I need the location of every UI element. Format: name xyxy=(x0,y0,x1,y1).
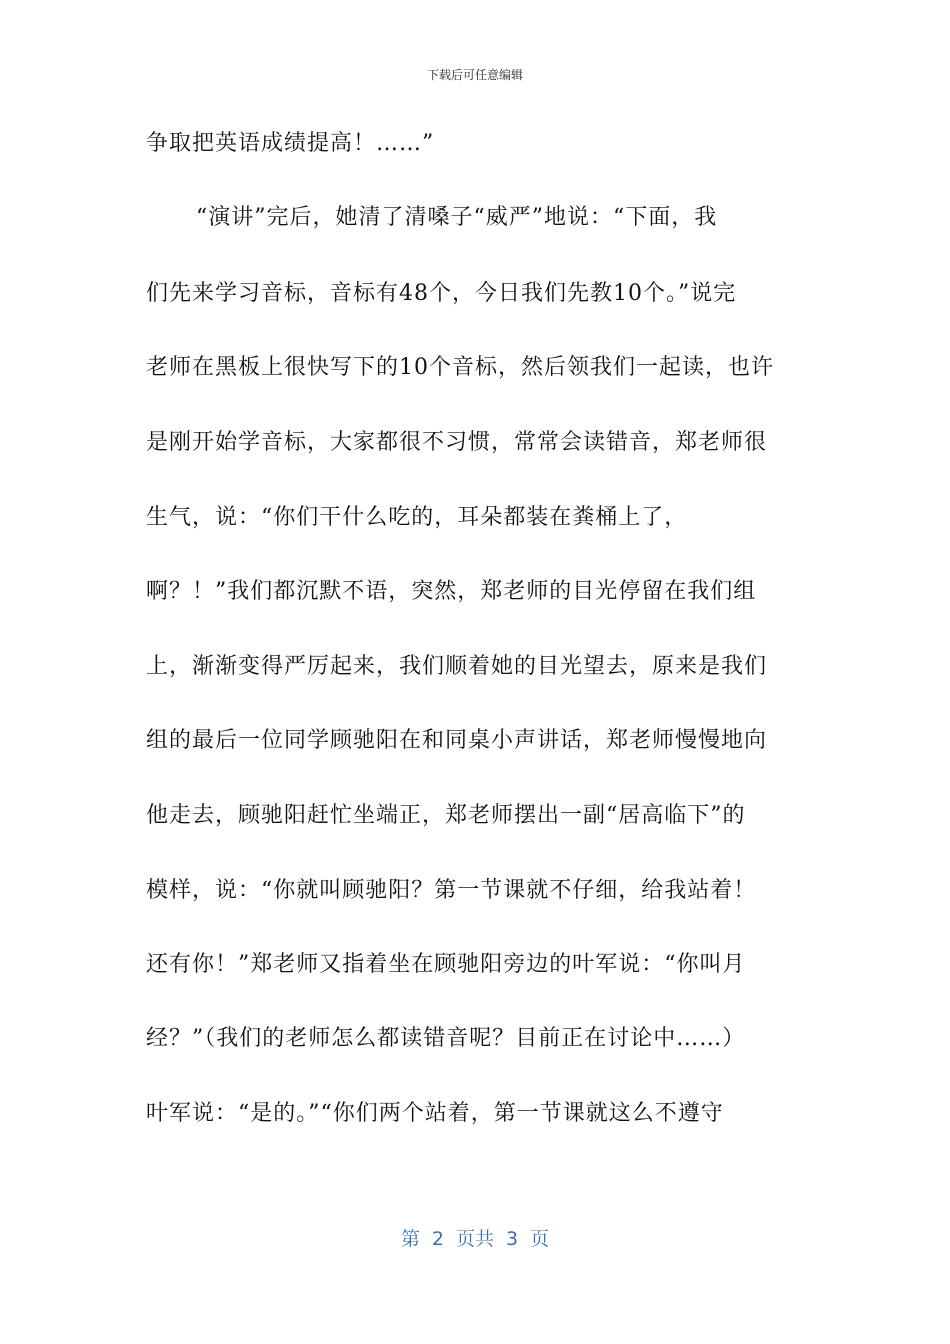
page-number-footer: 第 2 页共 3 页 xyxy=(400,1228,550,1250)
text-line: “演讲”完后，她清了清嗓子“威严”地说：“下面，我 xyxy=(196,205,718,230)
text-line: 生气，说：“你们干什么吃的，耳朵都装在粪桶上了， xyxy=(146,505,688,530)
text-line: 上，渐渐变得严厉起来，我们顺着她的目光望去，原来是我们 xyxy=(146,654,768,679)
text-line: 他走去，顾驰阳赶忙坐端正，郑老师摆出一副“居高临下”的 xyxy=(146,803,746,828)
text-line: 啊？！”我们都沉默不语，突然，郑老师的目光停留在我们组 xyxy=(146,579,757,604)
text-line: 是刚开始学音标，大家都很不习惯，常常会读错音，郑老师很 xyxy=(146,430,768,455)
text-line: 叶军说：“是的。”“你们两个站着，第一节课就这么不遵守 xyxy=(146,1101,724,1126)
page-header: 下载后可任意编辑 xyxy=(426,68,523,82)
text-line: 组的最后一位同学顾驰阳在和同桌小声讲话，郑老师慢慢地向 xyxy=(146,728,768,753)
text-line: 模样，说：“你就叫顾驰阳？第一节课就不仔细，给我站着！ xyxy=(146,878,757,903)
text-line: 争取把英语成绩提高！……” xyxy=(146,131,435,156)
text-line: 还有你！”郑老师又指着坐在顾驰阳旁边的叶军说：“你叫月 xyxy=(146,952,746,977)
text-line: 经？”（我们的老师怎么都读错音呢？目前正在讨论中……） xyxy=(146,1026,746,1051)
text-line: 老师在黑板上很快写下的10个音标，然后领我们一起读，也许 xyxy=(146,355,774,380)
text-line: 们先来学习音标，音标有48个，今日我们先教10个。”说完 xyxy=(146,281,737,306)
